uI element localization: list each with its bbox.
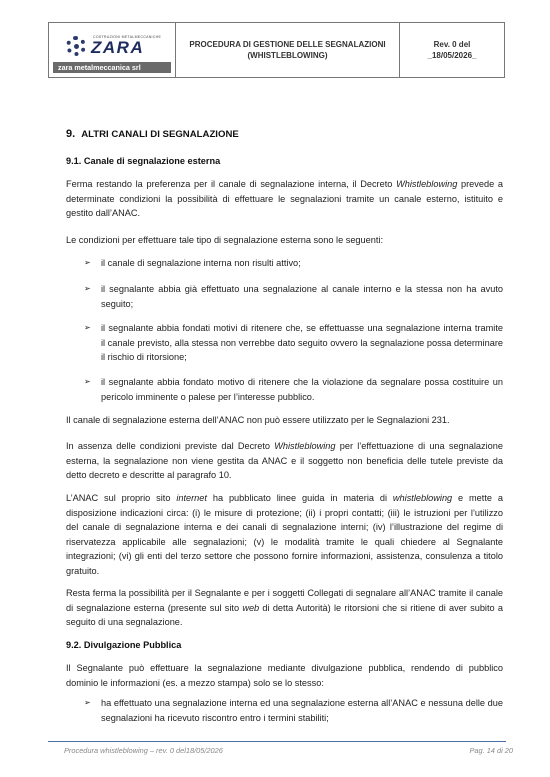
list-item-text bbox=[101, 696, 503, 725]
italic-term: whistleblowing bbox=[392, 493, 453, 503]
text-line: Resta ferma la possibilità per il Segnalante e per i soggetti Collegati di segnalare all’ANAC tramite il canale bbox=[66, 588, 503, 598]
text-line: integrazioni; (vi) gli enti del terzo settore che possono fornire informazioni, assistenza, consulenza a titolo bbox=[66, 551, 503, 561]
revision-label: Rev. 0 del bbox=[433, 40, 471, 49]
arrow-bullet-icon: ➢ bbox=[84, 698, 91, 707]
arrow-bullet-icon: ➢ bbox=[84, 377, 91, 386]
arrow-bullet-icon: ➢ bbox=[84, 323, 91, 332]
italic-term: Whistleblowing bbox=[396, 179, 458, 189]
footer-page-number: Pag. 14 di 20 bbox=[469, 746, 513, 755]
list-item-text bbox=[101, 282, 503, 311]
header-title-line2: (WHISTLEBLOWING) bbox=[247, 51, 328, 60]
text-line: di segnalazione esterna (presente sul sito web di detta Autorità) le ritorsioni che si ritiene di aver subito a bbox=[66, 602, 503, 613]
section-number: 9. bbox=[66, 128, 76, 140]
paragraph-external-channel bbox=[66, 177, 503, 221]
paragraph-retaliation-report bbox=[66, 586, 503, 630]
text-line: disposizione indicazioni circa: (i) le misure di protezione; (ii) i propri contatti; (iii) le istruzioni per l’utilizzo bbox=[66, 507, 503, 518]
italic-term: internet bbox=[176, 493, 207, 503]
text-line: segnalazioni ha ricevuto riscontro entro i termini stabiliti; bbox=[101, 712, 329, 723]
arrow-bullet-icon: ➢ bbox=[84, 284, 91, 293]
paragraph-conditions-intro bbox=[66, 233, 503, 248]
text-line: Il canale di segnalazione esterna dell’ANAC non può essere utilizzato per le Segnalazioni 231. bbox=[66, 415, 450, 425]
section-heading bbox=[66, 128, 239, 140]
text-line: del canale di segnalazione interna e dei canali di segnalazione interni; (iv) l’illustrazione del regime di bbox=[66, 522, 503, 532]
text-line: Le condizioni per effettuare tale tipo di segnalazione esterna sono le seguenti: bbox=[66, 235, 384, 245]
arrow-bullet-icon: ➢ bbox=[84, 258, 91, 267]
document-header bbox=[48, 22, 505, 78]
text-line: gestito dall’ANAC. bbox=[66, 208, 141, 218]
logo-mark bbox=[57, 28, 168, 61]
text-line: seguito; bbox=[101, 298, 134, 309]
italic-term: web bbox=[242, 602, 260, 613]
footer-rule bbox=[48, 741, 506, 742]
subsection-heading-external: 9.1. Canale di segnalazione esterna bbox=[66, 156, 221, 166]
text-line: In assenza delle condizioni previste dal Decreto Whistleblowing per l’effettuazione di una segnalazione bbox=[66, 441, 504, 451]
logo-company-name: zara metalmeccanica srl bbox=[53, 62, 171, 73]
italic-term: Whistleblowing bbox=[274, 441, 336, 451]
list-item-text bbox=[101, 375, 503, 404]
revision-date: _18/05/2026_ bbox=[427, 51, 477, 60]
header-title bbox=[176, 23, 400, 77]
text-line: dominio le informazioni (es. a mezzo stampa) solo se lo stesso: bbox=[66, 677, 324, 688]
text-line: detto decreto e descritte al paragrafo 10. bbox=[66, 470, 232, 480]
text-line: ha effettuato una segnalazione interna ed una segnalazione esterna all’ANAC e nessuna delle due bbox=[101, 698, 503, 708]
text-line: il segnalante abbia già effettuato una segnalazione al canale interno e la stessa non ha avuto bbox=[101, 284, 503, 294]
paragraph-public-disclosure bbox=[66, 661, 503, 690]
text-line: pericolo imminente o palese per l’interesse pubblico. bbox=[101, 391, 315, 402]
text-line: esterna, la segnalazione non viene gestita da ANAC e il soggetto non beneficia delle tutele previste da bbox=[66, 455, 503, 466]
paragraph-anac-guidelines bbox=[66, 491, 503, 578]
list-item-text bbox=[101, 321, 503, 365]
paragraph-231-exclusion bbox=[66, 413, 503, 428]
text-line: Il Segnalante può effettuare la segnalazione mediante divulgazione pubblica, rendendo di pubblico bbox=[66, 663, 503, 673]
text-line: il rischio di ritorsione; bbox=[101, 352, 187, 362]
subsection-heading-public: 9.2. Divulgazione Pubblica bbox=[66, 640, 182, 650]
header-title-line1: PROCEDURA DI GESTIONE DELLE SEGNALAZIONI bbox=[189, 40, 386, 49]
text-line: il segnalante abbia fondato motivo di ritenere che la violazione da segnalare possa costituire un bbox=[101, 377, 503, 387]
text-line: gratuito. bbox=[66, 565, 100, 576]
text-line: L’ANAC sul proprio sito internet ha pubblicato linee guida in materia di whistleblowing e mette a bbox=[66, 493, 503, 503]
footer-document-ref: Procedura whistleblowing – rev. 0 del18/05/2026 bbox=[64, 746, 223, 755]
logo-brand: ZARA bbox=[91, 38, 145, 57]
paragraph-absence-conditions bbox=[66, 439, 503, 483]
list-item-text bbox=[101, 256, 503, 271]
company-logo bbox=[49, 23, 176, 77]
text-line: il canale di segnalazione interna non risulti attivo; bbox=[101, 258, 301, 268]
text-line: il canale previsto, alla stessa non verrebbe dato seguito ovvero la segnalazione possa determinare bbox=[101, 337, 503, 348]
gear-icon bbox=[66, 36, 86, 56]
text-line: Ferma restando la preferenza per il canale di segnalazione interna, il Decreto Whistleblowing prevede a bbox=[66, 179, 503, 189]
text-line: determinate condizioni la possibilità di effettuare le segnalazioni tramite un canale esterno, istituito e bbox=[66, 193, 503, 204]
text-line: seguito di una segnalazione. bbox=[66, 617, 183, 627]
header-revision bbox=[400, 23, 504, 77]
logo-tagline: COSTRUZIONI METALMECCANICHE bbox=[93, 35, 162, 39]
text-line: riservatezza applicabile alle segnalazioni; (v) le modalità tramite le quali chiedere al Segnalante bbox=[66, 536, 503, 547]
section-title: ALTRI CANALI DI SEGNALAZIONE bbox=[81, 129, 239, 140]
text-line: il segnalante abbia fondati motivi di ritenere che, se effettuasse una segnalazione interna tramite bbox=[101, 323, 503, 333]
